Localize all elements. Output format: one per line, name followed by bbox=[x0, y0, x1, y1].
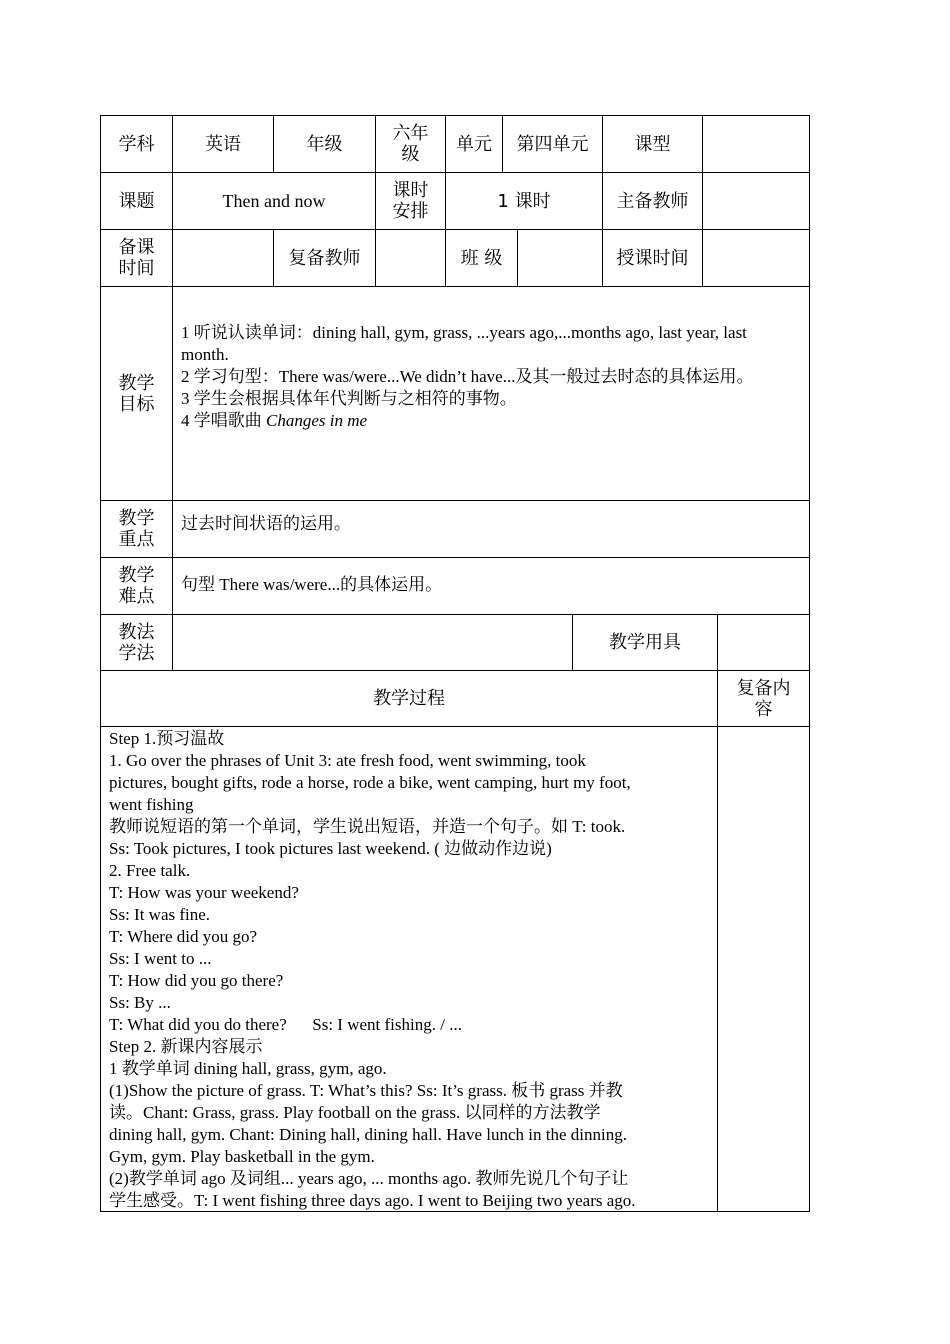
objectives-label-line2: 目标 bbox=[118, 393, 155, 415]
topic-label: 课题 bbox=[100, 172, 173, 230]
teach-time-value[interactable] bbox=[702, 229, 810, 287]
objective-item-3: 3 学生会根据具体年代判断与之相符的事物。 bbox=[181, 389, 517, 408]
key-points-label-line1: 教学 bbox=[118, 508, 155, 529]
unit-value: 第四单元 bbox=[502, 115, 603, 173]
key-points-label bbox=[100, 500, 173, 558]
process-line: Ss: I went to ... bbox=[109, 949, 212, 968]
schedule-label-line1: 课时 bbox=[392, 180, 429, 201]
key-points-label-line2: 重点 bbox=[118, 529, 155, 550]
key-points-text: 过去时间状语的运用。 bbox=[172, 500, 810, 558]
main-teacher-label: 主备教师 bbox=[602, 172, 703, 230]
objective-item-4 bbox=[181, 410, 795, 432]
methods-label bbox=[100, 614, 173, 671]
prep-time-label bbox=[100, 229, 173, 287]
process-line: 教师说短语的第一个单词，学生说出短语，并造一个句子。如 T: took. bbox=[109, 817, 626, 836]
prep-time-label-line1: 备课 bbox=[118, 237, 155, 258]
lesson-type-label: 课型 bbox=[602, 115, 703, 173]
difficulties-text: 句型 There was/were...的具体运用。 bbox=[172, 557, 810, 615]
objectives-label-line1: 教学 bbox=[118, 372, 155, 394]
methods-label-line2: 学法 bbox=[118, 642, 155, 664]
difficulties-label-line1: 教学 bbox=[118, 565, 155, 586]
process-line: (1)Show the picture of grass. T: What’s this? Ss: It’s grass. 板书 grass 并教 bbox=[109, 1081, 623, 1100]
process-line: Ss: Took pictures, I took pictures last weekend. ( 边做动作边说) bbox=[109, 839, 552, 858]
subject-label: 学科 bbox=[100, 115, 173, 173]
review-header bbox=[717, 670, 810, 727]
grade-value-line1: 六年 bbox=[392, 123, 429, 144]
methods-label-line1: 教法 bbox=[118, 621, 155, 643]
class-label: 班 级 bbox=[445, 229, 518, 287]
unit-label: 单元 bbox=[445, 115, 503, 173]
grade-label: 年级 bbox=[273, 115, 376, 173]
review-content[interactable] bbox=[717, 726, 810, 1212]
difficulties-label bbox=[100, 557, 173, 615]
objectives-label bbox=[100, 286, 173, 501]
prep-time-label-line2: 时间 bbox=[118, 258, 155, 279]
tools-value[interactable] bbox=[717, 614, 810, 671]
process-line: Gym, gym. Play basketball in the gym. bbox=[109, 1147, 375, 1166]
grade-value-line2: 级 bbox=[401, 144, 420, 165]
main-teacher-value[interactable] bbox=[702, 172, 810, 230]
schedule-label-line2: 安排 bbox=[392, 201, 429, 222]
process-line: Step 1.预习温故 bbox=[109, 729, 225, 748]
grade-value bbox=[375, 115, 446, 173]
process-header: 教学过程 bbox=[100, 670, 718, 727]
process-line: T: How was your weekend? bbox=[109, 883, 299, 902]
schedule-label bbox=[375, 172, 446, 230]
process-line: Step 2. 新课内容展示 bbox=[109, 1037, 263, 1056]
review-header-line2: 容 bbox=[754, 698, 773, 720]
process-line: (2)教学单词 ago 及词组... years ago, ... months ago. 教师先说几个句子让 bbox=[109, 1169, 629, 1188]
topic-value: Then and now bbox=[172, 172, 376, 230]
process-line: T: How did you go there? bbox=[109, 971, 284, 990]
tools-label: 教学用具 bbox=[572, 614, 718, 671]
process-line: 1. Go over the phrases of Unit 3: ate fresh food, went swimming, took bbox=[109, 751, 586, 770]
process-line: Ss: By ... bbox=[109, 993, 171, 1012]
process-line: 1 教学单词 dining hall, grass, gym, ago. bbox=[109, 1059, 387, 1078]
song-title: Changes in me bbox=[266, 411, 368, 430]
class-value[interactable] bbox=[517, 229, 603, 287]
process-line: pictures, bought gifts, rode a horse, rode a bike, went camping, hurt my foot, bbox=[109, 773, 631, 792]
process-line: T: What did you do there? Ss: I went fishing. / ... bbox=[109, 1015, 462, 1034]
review-header-line1: 复备内 bbox=[736, 677, 791, 699]
process-line: 学生感受。T: I went fishing three days ago. I went to Beijing two years ago. bbox=[109, 1191, 636, 1210]
co-teacher-label: 复备教师 bbox=[273, 229, 376, 287]
process-line: T: Where did you go? bbox=[109, 927, 258, 946]
lesson-type-value[interactable] bbox=[702, 115, 810, 173]
schedule-value: 1 课时 bbox=[445, 172, 603, 230]
objective-item-2: 2 学习句型：There was/were...We didn’t have...及其一般过去时态的具体运用。 bbox=[181, 367, 754, 386]
process-line: dining hall, gym. Chant: Dining hall, dining hall. Have lunch in the dinning. bbox=[109, 1125, 627, 1144]
prep-time-value[interactable] bbox=[172, 229, 274, 287]
teach-time-label: 授课时间 bbox=[602, 229, 703, 287]
objectives-content bbox=[172, 286, 810, 501]
process-line: Ss: It was fine. bbox=[109, 905, 211, 924]
process-line: went fishing bbox=[109, 795, 194, 814]
objective-item-4-prefix: 4 学唱歌曲 bbox=[181, 411, 266, 430]
difficulties-label-line2: 难点 bbox=[118, 586, 155, 607]
subject-value: 英语 bbox=[172, 115, 274, 173]
methods-value[interactable] bbox=[172, 614, 573, 671]
process-content bbox=[100, 726, 718, 1212]
process-line: 读。Chant: Grass, grass. Play football on the grass. 以同样的方法教学 bbox=[109, 1103, 601, 1122]
co-teacher-value[interactable] bbox=[375, 229, 446, 287]
process-line: 2. Free talk. bbox=[109, 861, 191, 880]
objective-item-1: 1 听说认读单词：dining hall, gym, grass, ...years ago,...months ago, last year, last month. bbox=[181, 323, 747, 364]
